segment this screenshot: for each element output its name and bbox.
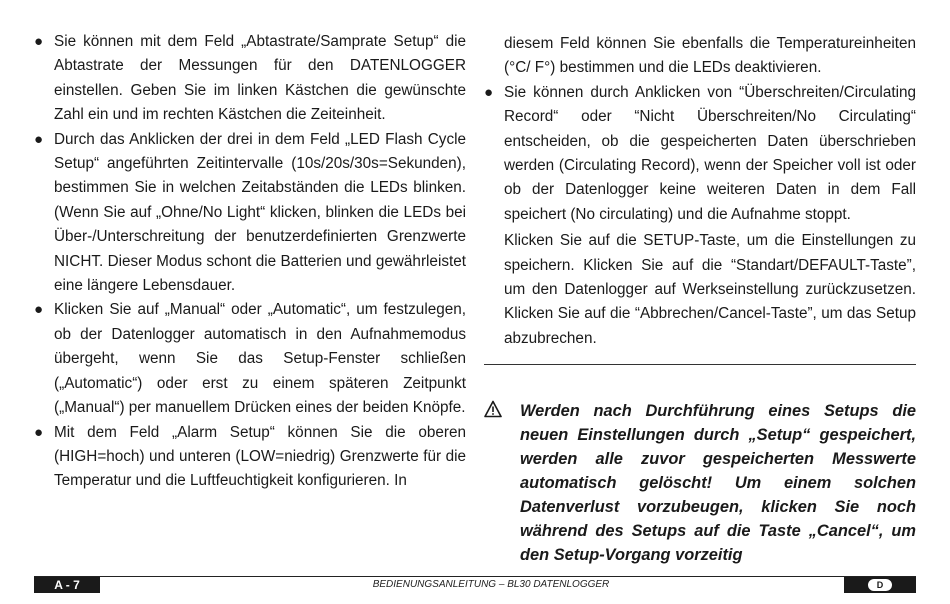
document-title: BEDIENUNGSANLEITUNG – BL30 DATENLOGGER [372,579,610,590]
list-item-text: Mit dem Feld „Alarm Setup“ können Sie die oberen (HIGH=hoch) und unteren (LOW=niedrig) Grenzwerte für die Temperatur und die Luftfeuchtigkeit konfigurieren. In [54,423,466,490]
bullet-icon: ● [34,33,44,50]
bullet-icon: ● [484,83,494,101]
bullet-icon: ● [34,423,44,441]
left-column [34,30,466,494]
warning-triangle-icon [484,400,502,418]
list-item-text: Durch das Anklicken der drei in dem Feld „LED Flash Cycle Setup“ angeführten Zeitintervalle (10s/20s/30s=Sekunden), bestimmen Sie in welchen Zeitabständen die LEDs blinken. (Wenn Sie auf „Ohne/No Light“ klicken, blinken die LEDs bei Über-/Unterschreitung der benutzerdefinierten Grenzwerte NICHT. Dieser Modus schont die Batterien und gewährleistet eine längere Lebensdauer. [54,130,466,295]
list-item-text: Sie können durch Anklicken von “Überschreiten/Circulating Record“ oder “Nicht Überschreiten/No Circulating“ entscheiden, ob die gespeicherten Daten überschrieben werden (Circulating Record), wenn der Speicher voll ist oder ob der Datenlogger keine weiteren Daten in dem Fall speichert (No circulating) und die Aufnahme stoppt. [504,83,916,223]
language-badge: D [867,578,893,592]
warning-block [484,399,916,567]
setup-instructions: Klicken Sie auf die SETUP-Taste, um die Einstellungen zu speichern. Klicken Sie auf die “Standart/DEFAULT-Taste”, um den Datenlogger auf Werkseinstellung zurückzusetzen. Klicken Sie auf die “Abbrechen/Cancel-Taste”, um das Setup abzubrechen. [504,232,916,347]
divider [484,364,916,365]
list-item [484,81,916,227]
list-item [34,421,466,494]
list-item-text: Sie können mit dem Feld „Abtastrate/Samprate Setup“ die Abtastrate der Messungen für den DATENLOGGER einstellen. Geben Sie im linken Kästchen die gewünschte Zahl ein und im rechten Kästchen die Zeiteinheit. [54,33,466,124]
bullet-icon: ● [34,301,44,319]
list-item-text: Klicken Sie auf „Manual“ oder „Automatic“, um festzulegen, ob der Datenlogger automatisch in den Aufnahmemodus übergeht, wenn Sie das Setup-Fenster schließen („Automatic“) oder erst zu einem späteren Zeitpunkt („Manual“) per manuellem Drücken eines der beiden Knöpfe. [54,301,466,417]
list-item [34,30,466,128]
continuation-text: diesem Feld können Sie ebenfalls die Temperatureinheiten (°C/ F°) bestimmen und die LEDs deaktivieren. [504,35,916,77]
list-item [34,128,466,299]
right-column [484,30,916,567]
page-number: A - 7 [34,577,100,593]
list-item [34,298,466,420]
language-tab [844,577,916,593]
warning-text: Werden nach Durchführung eines Setups die neuen Einstellungen durch „Setup“ gespeichert, werden alle zuvor gespeicherten Messwerte automatisch gelöscht! Um einem solchen Datenverlust vorzubeugen, klicken Sie noch während des Setups auf die Taste „Cancel“, um den Setup-Vorgang vorzeitig [520,402,916,565]
bullet-icon: ● [34,130,44,148]
